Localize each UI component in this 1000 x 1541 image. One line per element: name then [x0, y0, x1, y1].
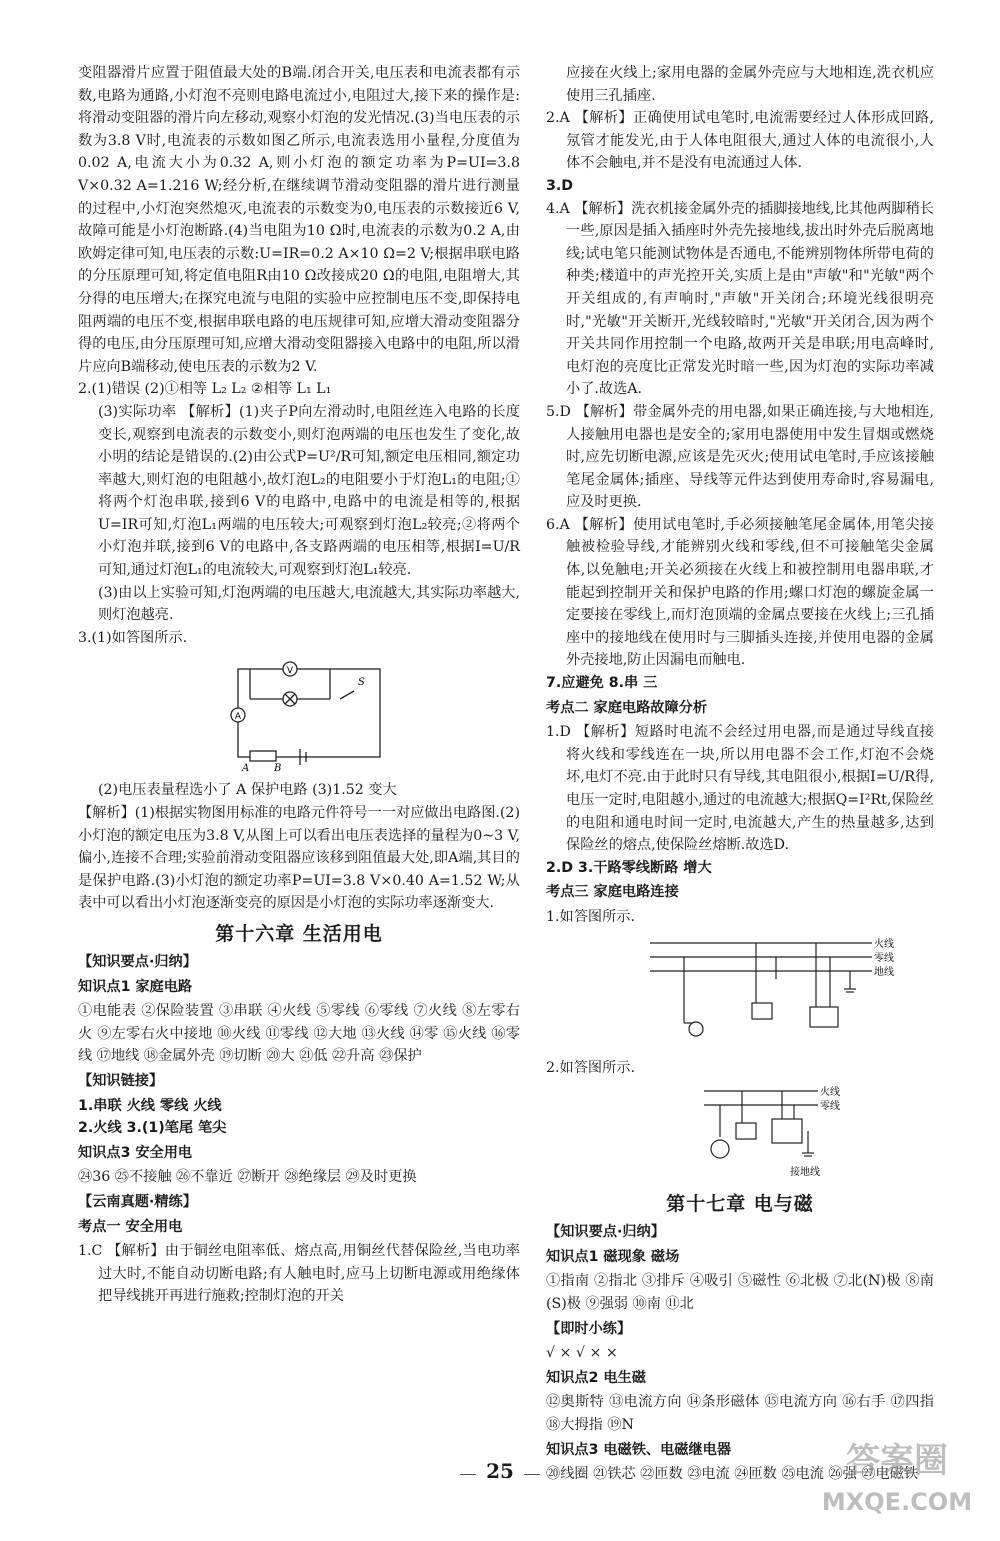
ch17-knowledge-point-3-heading: 知识点3 电磁铁、电磁继电器	[546, 1441, 732, 1458]
page-number-rule-left	[460, 1474, 476, 1475]
exam-point-2-q2-q3: 2.D 3.干路零线断路 增大	[546, 859, 712, 876]
quick-practice-items: √ × √ × ×	[546, 1345, 618, 1362]
ch17-knowledge-point-3-items: ⑳线圈 ㉑铁芯 ㉒匝数 ㉓电流 ㉔匝数 ㉕电流 ㉖强 ㉗电磁铁	[546, 1466, 919, 1483]
exam-point-2-heading: 考点二 家庭电路故障分析	[546, 699, 708, 716]
exam-point-3-q2: 2.如答图所示.	[546, 1059, 635, 1076]
exam-point-2-q1: 1.D 【解析】短路时电流不会经过用电器,而是通过导线直接将火线和零线连在一块,所以用电器不会工作,灯泡不会烧坏,电灯不亮.由于此时只有导线,其电阻很小,根据I=U/R得,电压一定时,电阻越小,通过的电流越大;根据Q=I²Rt,保险丝的电阻和通电时间一定时,电流越大,产生的热量越多,达到保险丝的熔点,使保险丝熔断.故选D.	[546, 724, 934, 854]
q2-answer-line: 2.(1)错误 (2)①相等 L₂ L₂ ②相等 L₁ L₁	[78, 381, 332, 398]
exam-point-1-q7-q8: 7.应避免 8.串 三	[546, 675, 658, 692]
knowledge-point-3-heading: 知识点3 安全用电	[78, 1144, 193, 1161]
ch17-knowledge-point-2-heading: 知识点2 电生磁	[546, 1369, 646, 1386]
page-number-rule-right	[524, 1474, 540, 1475]
zero-wire-label-2: 零线	[820, 1101, 840, 1113]
exam-point-3-heading: 考点三 家庭电路连接	[546, 884, 679, 901]
right-column	[546, 62, 934, 1486]
exam-point-1-q5: 5.D 【解析】带金属外壳的用电器,如果正确连接,与大地相连,人接触用电器也是安全的;家用电器使用中发生冒烟或燃烧时,应先切断电源,应该是先灭火;使用试电笔时,手应该接触笔尾金属体;插座、导线等元件达到使用寿命时,容易漏电,应及时更换.	[546, 403, 934, 511]
exam-point-3-q1: 1.如答图所示.	[546, 908, 635, 925]
knowledge-point-1-items: ①电能表 ②保险装置 ③串联 ④火线 ⑤零线 ⑥零线 ⑦火线 ⑧左零右火 ⑨左零右火中接地 ⑩火线 ⑪零线 ⑫大地 ⑬火线 ⑭零 ⑮火线 ⑯零线 ⑰地线 ⑱金属外壳 ⑲切断 ⑳大 ㉑低 ㉒升高 ㉓保护	[78, 1003, 520, 1065]
rheostat-end-b-label: B	[274, 763, 282, 774]
watermark-logo	[812, 1428, 982, 1523]
page-number: 25	[486, 1459, 514, 1483]
voltmeter-label: V	[286, 666, 294, 677]
exam-point-1-q3: 3.D	[546, 177, 574, 194]
exam-point-1-heading: 考点一 安全用电	[78, 1218, 183, 1235]
q3-answer-line: 3.(1)如答图所示.	[78, 629, 188, 646]
exam-point-1-q1: 1.C 【解析】由于铜丝电阻率低、熔点高,用铜丝代替保险丝,当电功率过大时,不能自动切断电路;有人触电时,应马上切断电源或用绝缘体把导线挑开再进行施救;控制灯泡的开关	[78, 1243, 520, 1305]
watermark-text-cn: 答案圈	[846, 1441, 948, 1481]
quick-practice-heading: 【即时小练】	[546, 1320, 632, 1337]
zero-wire-label: 零线	[874, 952, 894, 964]
rheostat-end-a-label: A	[242, 763, 250, 774]
ch17-knowledge-point-2-items: ⑫奥斯特 ⑬电流方向 ⑭条形磁体 ⑮电流方向 ⑯右手 ⑰四指 ⑱大拇指 ⑲N	[546, 1394, 934, 1433]
exam-point-1-q2: 2.A 【解析】正确使用试电笔时,电流需要经过人体形成回路,氖管才能发光,由于人体电阻很大,通过人体的电流很小,人体不会触电,并不是没有电流通过人体.	[546, 110, 934, 172]
household-circuit-diagram-1	[546, 933, 934, 1051]
exam-point-1-q4: 4.A 【解析】洗衣机接金属外壳的插脚接地线,比其他两脚稍长一些,原因是插入插座时外壳先接地线,拔出时外壳后脱离地线;试电笔只能测试物体是否通电,不能辨别物体所带电荷的种类;楼道中的声光控开关,实质上是由"声敏"和"光敏"两个开关组成的,有声响时,"声敏"开关闭合;环境光线很明亮时,"光敏"开关断开,光线较暗时,"光敏"开关闭合,因为两个开关共同作用控制一个电路,故两开关是串联;用电高峰时,电灯泡的亮度比正常发光时暗一些,因为灯泡的实际功率减小了.故选A.	[546, 200, 934, 398]
chapter-17-title: 第十七章 电与磁	[666, 1193, 814, 1216]
household-circuit-diagram-2	[546, 1083, 934, 1183]
left-column	[78, 62, 520, 1308]
knowledge-link-2: 2.火线 3.(1)笔尾 笔尖	[78, 1120, 227, 1137]
knowledge-point-3-items: ㉔36 ㉕不接触 ㉖不靠近 ㉗断开 ㉘绝缘层 ㉙及时更换	[78, 1169, 417, 1186]
switch-label: S	[358, 677, 365, 689]
watermark-text-en: MXQE.COM	[821, 1488, 973, 1516]
q2-conclusion: (3)由以上实验可知,灯泡两端的电压越大,电流越大,其实际功率越大,则灯泡越亮.	[98, 584, 520, 624]
chapter-16-title: 第十六章 生活用电	[215, 923, 383, 945]
q3-analysis: 【解析】(1)根据实物图用标准的电路元件符号一一对应做出电路图.(2)小灯泡的额定电压为3.8 V,从图上可以看出电压表选择的量程为0~3 V,偏小,连接不合理;实验前滑动变阻器应该移到阻值最大处,即A端,其目的是保护电路.(3)小灯泡的额定功率P=UI=3.8 V×0.40 A=1.52 W;从表中可以看出小灯泡逐渐变亮的原因是小灯泡的实际功率逐渐变大.	[78, 805, 520, 912]
ammeter-label: A	[234, 712, 242, 723]
knowledge-summary-heading: 【知识要点·归纳】	[78, 954, 197, 970]
knowledge-link-heading: 【知识链接】	[78, 1072, 164, 1089]
knowledge-point-1-heading: 知识点1 家庭电路	[78, 978, 193, 995]
ch17-knowledge-summary-heading: 【知识要点·归纳】	[546, 1224, 665, 1241]
exam-point-1-q6: 6.A 【解析】使用试电笔时,手必须接触笔尾金属体,用笔尖接触被检验导线,才能辨别火线和零线,但不可接触笔尖金属体,以免触电;开关必须接在火线上和被控制用电器串联,才能起到控制开关和保护电路的作用;螺口灯泡的螺旋金属一定要接在零线上,而灯泡顶端的金属点要接在火线上;三孔插座中的接地线在使用时与三脚插头连接,并使用电器的金属外壳接地,防止因漏电而触电.	[546, 516, 934, 669]
fire-wire-label-2: 火线	[820, 1087, 840, 1099]
ch17-knowledge-point-1-heading: 知识点1 磁现象 磁场	[546, 1248, 680, 1265]
ch17-knowledge-point-1-items: ①指南 ②指北 ③排斥 ④吸引 ⑤磁性 ⑥北极 ⑦北(N)极 ⑧南(S)极 ⑨强弱 ⑩南 ⑪北	[546, 1273, 934, 1312]
circuit-diagram	[78, 653, 520, 773]
ground-wire-label-2: 接地线	[790, 1167, 820, 1179]
ground-wire-label: 地线	[874, 966, 894, 978]
q3-answer-line-2: (2)电压表量程选小了 A 保护电路 (3)1.52 变大	[98, 782, 397, 799]
left-paragraph-1: 变阻器滑片应置于阻值最大处的B端.闭合开关,电压表和电流表都有示数,电路为通路,小灯泡不亮则电路电流过小,电阻过大,接下来的操作是:将滑动变阻器的滑片向左移动,观察小灯泡的发光情况.(3)当电压表的示数为3.8 V时,电流表的示数如图乙所示,电流表选用小量程,分度值为0.02 A,电流大小为0.32 A,则小灯泡的额定功率为P=UI=3.8 V×0.32 A=1.216 W;经分析,在继续调节滑动变阻器的滑片进行测量的过程中,小灯泡突然熄灭,电流表的示数变为0,电压表的示数接近6 V,故障可能是小灯泡断路.(4)当电阻为10 Ω时,电流表的示数为0.2 A,由欧姆定律可知,电压表的示数:U=IR=0.2 A×10 Ω=2 V;根据串联电路的分压原理可知,将定值电阻R由10 Ω改接成20 Ω的电阻,电阻增大,其分得的电压增大;在探究电流与电阻的实验中应控制电压不变,即保持电阻两端的电压不变,根据串联电路的电压规律可知,应增大滑动变阻器分得的电压,由分压原理可知,应增大滑动变阻器接入电路中的电阻,所以滑片应向B端移动,使电压表的示数为2 V.	[78, 65, 520, 375]
yunnan-exam-heading: 【云南真题·精练】	[78, 1193, 197, 1210]
knowledge-link-1: 1.串联 火线 零线 火线	[78, 1097, 222, 1114]
q2-analysis: (3)实际功率 【解析】(1)夹子P向左滑动时,电阻丝连入电路的长度变长,观察到电流表的示数变小,则灯泡两端的电压也发生了变化,故小明的结论是错误的.(2)由公式P=U²/R可知,额定电压相同,额定功率越大,则灯泡的电阻越小,故灯泡L₂的电阻要小于灯泡L₁的电阻;①将两个灯泡串联,接到6 V的电路中,电路中的电流是相等的,根据U=IR可知,灯泡L₁两端的电压较大;可观察到灯泡L₂较亮;②将两个小灯泡并联,接到6 V的电路中,各支路两端的电压相等,根据I=U/R可知,通过灯泡L₁的电流较大,可观察到灯泡L₁较亮.	[98, 403, 520, 579]
right-paragraph-1: 应接在火线上;家用电器的金属外壳应与大地相连,洗衣机应使用三孔插座.	[566, 65, 934, 104]
fire-wire-label: 火线	[874, 938, 894, 950]
